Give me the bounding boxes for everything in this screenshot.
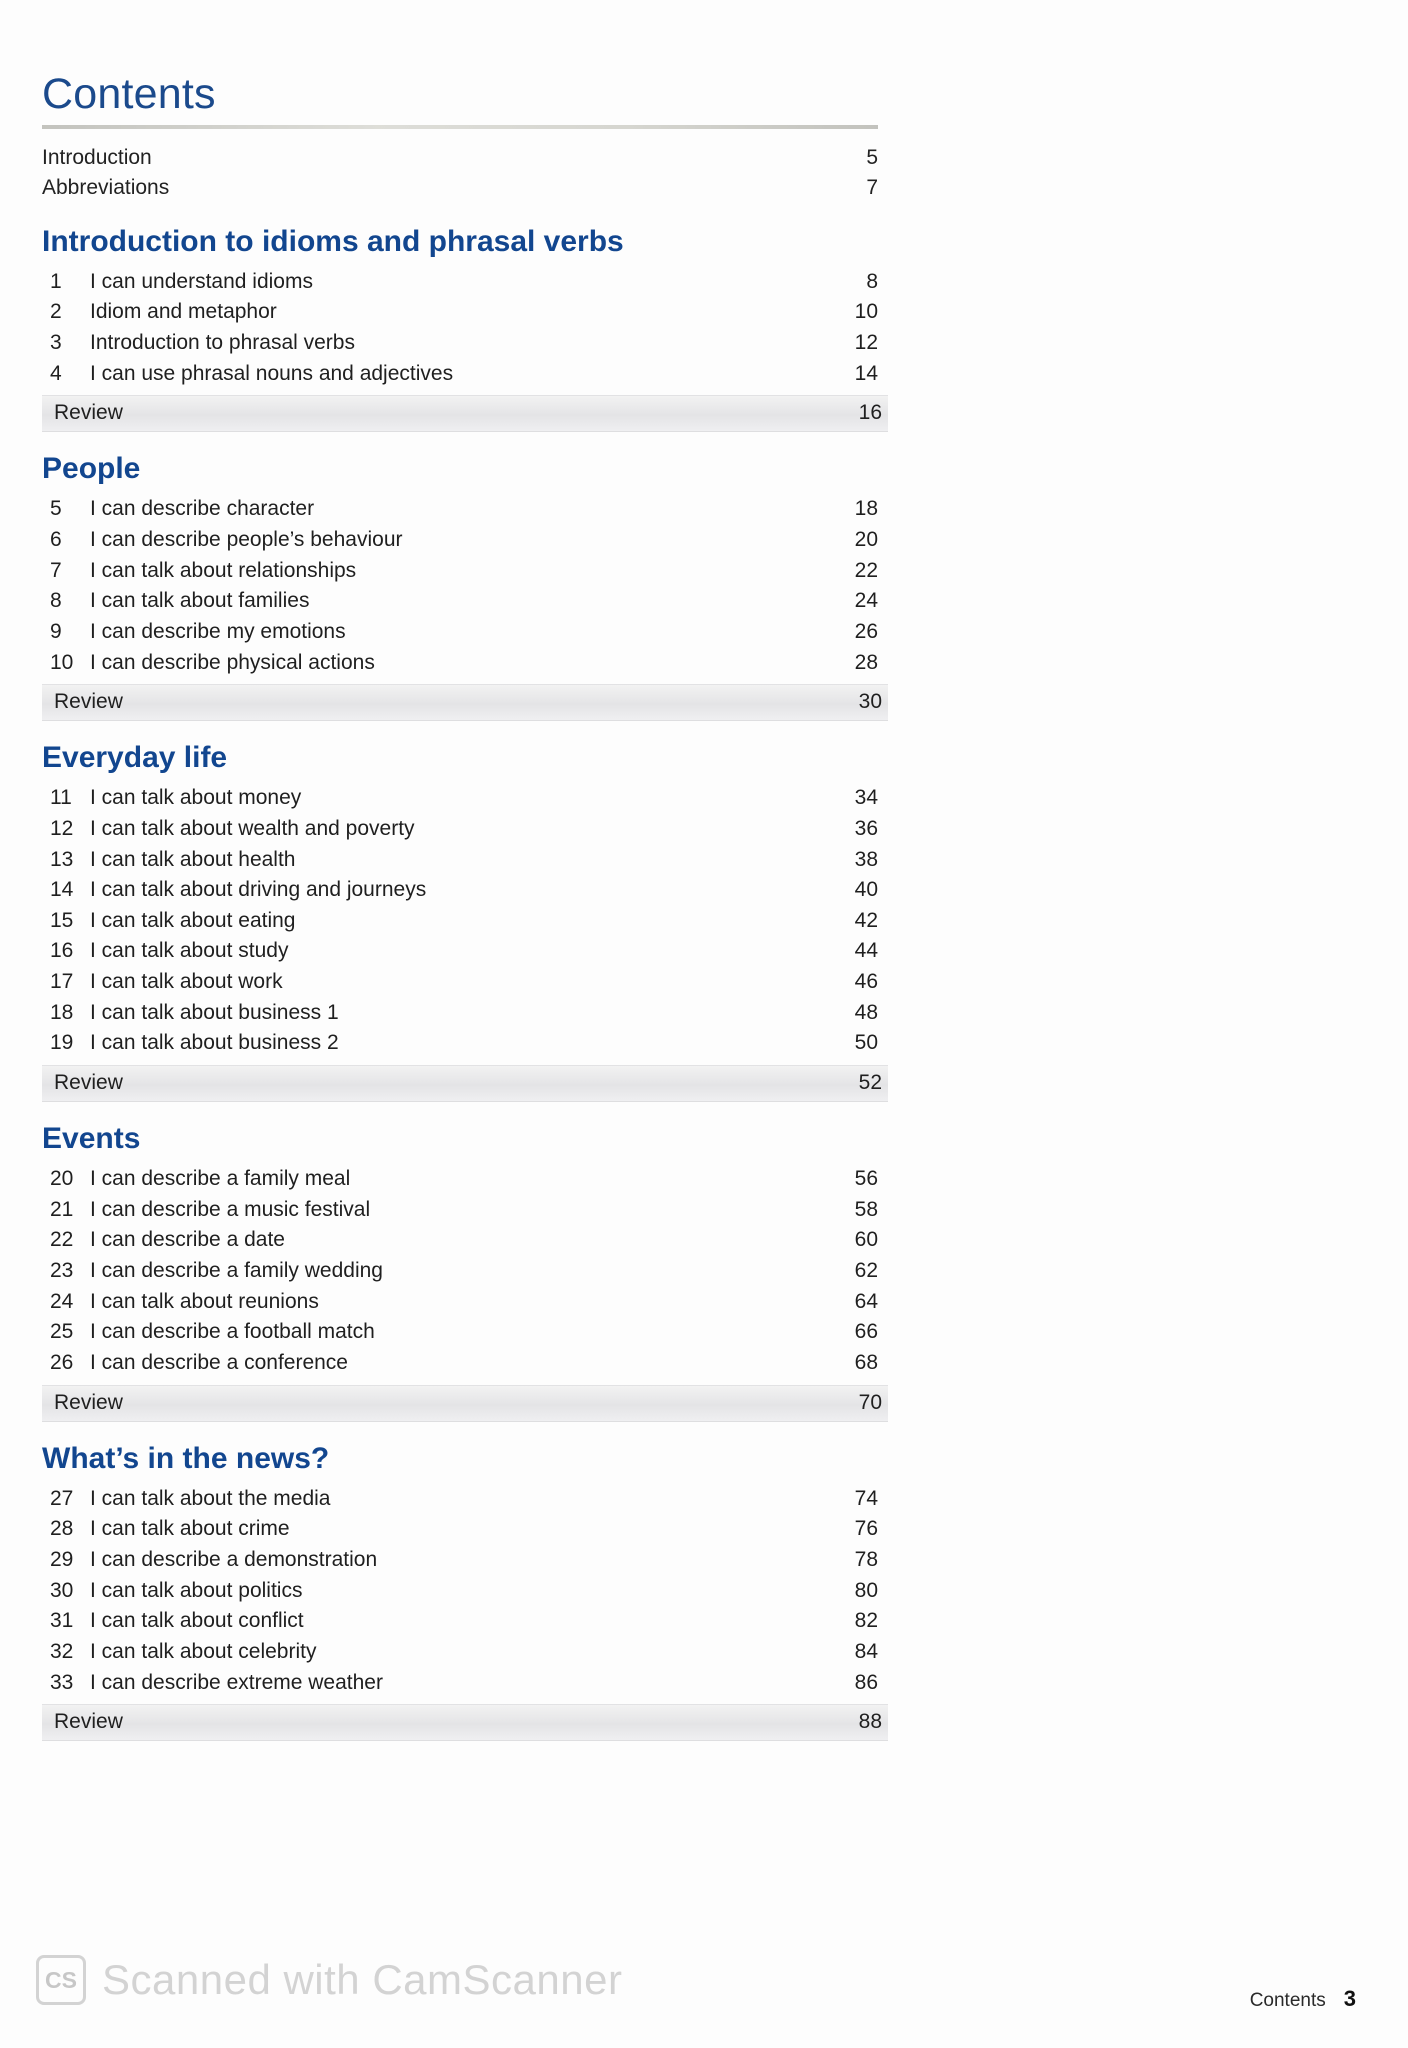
section-title: What’s in the news?: [42, 1441, 330, 1475]
unit-page: 8: [866, 269, 878, 293]
unit-number: 3: [50, 330, 62, 354]
section-people: [42, 452, 922, 721]
unit-label: I can describe a family wedding: [90, 1259, 383, 1283]
unit-number: 15: [50, 908, 74, 932]
unit-label: I can talk about reunions: [90, 1289, 319, 1313]
unit-label: I can understand idioms: [90, 269, 313, 293]
unit-number: 28: [50, 1517, 74, 1541]
unit-label: I can talk about wealth and poverty: [90, 816, 415, 840]
unit-page: 50: [854, 1031, 878, 1055]
unit-page: 22: [854, 558, 878, 582]
frontmatter-label: Introduction: [42, 146, 152, 169]
unit-page: 76: [854, 1517, 878, 1541]
unit-label: I can talk about study: [90, 939, 289, 963]
table-row[interactable]: [42, 1668, 878, 1699]
frontmatter-page: 7: [866, 175, 878, 199]
unit-label: I can talk about families: [90, 589, 310, 613]
unit-label: I can talk about celebrity: [90, 1639, 317, 1663]
unit-number: 16: [50, 939, 74, 963]
unit-number: 31: [50, 1609, 74, 1633]
unit-page: 14: [854, 361, 878, 385]
unit-label: I can talk about money: [90, 786, 302, 810]
unit-page: 74: [854, 1486, 878, 1510]
unit-number: 25: [50, 1320, 74, 1344]
review-page: 88: [858, 1710, 882, 1734]
unit-number: 17: [50, 970, 74, 994]
unit-page: 84: [854, 1639, 878, 1663]
unit-label: I can talk about work: [90, 970, 283, 994]
unit-number: 8: [50, 589, 62, 613]
table-row[interactable]: [42, 494, 878, 525]
table-row[interactable]: [42, 998, 878, 1029]
unit-label: I can describe extreme weather: [90, 1670, 383, 1694]
table-row[interactable]: [42, 1637, 878, 1668]
unit-label: I can talk about conflict: [90, 1609, 304, 1633]
table-row[interactable]: [42, 1545, 878, 1576]
unit-page: 86: [854, 1670, 878, 1694]
unit-page: 42: [854, 908, 878, 932]
unit-label: I can talk about crime: [90, 1517, 290, 1541]
section-title: Everyday life: [42, 741, 228, 775]
unit-page: 80: [854, 1578, 878, 1602]
table-row[interactable]: [42, 845, 878, 876]
review-label: Review: [54, 690, 123, 714]
review-label: Review: [54, 401, 123, 425]
unit-number: 2: [50, 300, 62, 324]
unit-number: 9: [50, 619, 62, 643]
contents-page: [42, 70, 922, 1741]
unit-number: 20: [50, 1167, 74, 1191]
table-row[interactable]: [42, 1317, 878, 1348]
unit-page: 58: [854, 1197, 878, 1221]
camscanner-label: Scanned with CamScanner: [102, 1956, 623, 2003]
table-row[interactable]: [42, 556, 878, 587]
unit-page: 78: [854, 1548, 878, 1571]
unit-number: 33: [50, 1670, 74, 1694]
unit-number: 23: [50, 1259, 74, 1283]
table-row[interactable]: [42, 1225, 878, 1256]
table-row[interactable]: [42, 267, 878, 298]
table-row[interactable]: [42, 1576, 878, 1607]
unit-page: 20: [854, 527, 878, 551]
unit-label: I can describe my emotions: [90, 619, 346, 643]
section-everyday-life: [42, 741, 922, 1102]
table-row[interactable]: [42, 875, 878, 906]
unit-label: I can describe a music festival: [90, 1197, 371, 1221]
table-row[interactable]: [42, 1484, 878, 1515]
unit-label: I can talk about politics: [90, 1578, 303, 1602]
title-divider: [42, 125, 878, 129]
unit-label: I can describe people’s behaviour: [90, 527, 403, 551]
page-title: Contents: [42, 70, 216, 118]
unit-page: 56: [854, 1167, 878, 1191]
section-title: Events: [42, 1122, 141, 1156]
unit-number: 6: [50, 527, 62, 551]
unit-label: Idiom and metaphor: [90, 300, 277, 324]
review-label: Review: [54, 1071, 123, 1095]
unit-label: I can describe physical actions: [90, 650, 375, 674]
table-row[interactable]: [42, 297, 878, 328]
table-row[interactable]: [42, 783, 878, 814]
table-row[interactable]: [42, 1028, 878, 1059]
unit-page: 64: [854, 1289, 878, 1313]
unit-page: 34: [854, 786, 878, 810]
section-whats-in-the-news: [42, 1442, 922, 1742]
review-page: 52: [858, 1071, 882, 1095]
unit-page: 66: [854, 1320, 878, 1344]
unit-label: I can describe a date: [90, 1228, 285, 1252]
unit-page: 46: [854, 970, 878, 994]
frontmatter-page: 5: [866, 146, 878, 169]
unit-page: 44: [854, 939, 878, 963]
unit-page: 28: [854, 650, 878, 674]
table-row[interactable]: [42, 648, 878, 679]
table-row[interactable]: [42, 359, 878, 390]
footer-label: Contents: [1249, 1990, 1326, 2011]
unit-number: 4: [50, 361, 62, 385]
table-row[interactable]: [42, 525, 878, 556]
review-row[interactable]: [42, 1385, 888, 1422]
unit-number: 24: [50, 1289, 74, 1313]
unit-number: 7: [50, 558, 62, 582]
unit-page: 60: [854, 1228, 878, 1252]
unit-number: 18: [50, 1000, 74, 1024]
unit-label: I can describe a demonstration: [90, 1548, 378, 1571]
unit-page: 26: [854, 619, 878, 643]
section-introduction-to-idioms-and-phrasal-verbs: [42, 225, 922, 433]
frontmatter-list: [42, 143, 878, 203]
review-label: Review: [54, 1390, 123, 1414]
unit-number: 14: [50, 878, 74, 902]
review-row[interactable]: [42, 684, 888, 721]
list-item[interactable]: [42, 173, 878, 203]
unit-label: I can talk about driving and journeys: [90, 878, 427, 902]
review-row[interactable]: [42, 1704, 888, 1741]
section-title: Introduction to idioms and phrasal verbs: [42, 224, 624, 258]
unit-number: 12: [50, 816, 74, 840]
frontmatter-label: Abbreviations: [42, 175, 170, 199]
unit-label: I can use phrasal nouns and adjectives: [90, 361, 454, 385]
table-row[interactable]: [42, 1514, 878, 1545]
unit-number: 30: [50, 1578, 74, 1602]
table-row[interactable]: [42, 1287, 878, 1318]
list-item[interactable]: [42, 143, 878, 173]
unit-number: 1: [50, 269, 62, 293]
table-row[interactable]: [42, 936, 878, 967]
unit-label: I can describe a football match: [90, 1320, 375, 1344]
unit-label: I can talk about business 2: [90, 1031, 339, 1055]
unit-label: I can describe a family meal: [90, 1167, 351, 1191]
table-row[interactable]: [42, 1348, 878, 1379]
unit-label: Introduction to phrasal verbs: [90, 330, 355, 354]
table-row[interactable]: [42, 1164, 878, 1195]
unit-number: 5: [50, 497, 62, 521]
unit-label: I can talk about relationships: [90, 558, 357, 582]
review-page: 30: [858, 690, 882, 714]
table-row[interactable]: [42, 586, 878, 617]
table-row[interactable]: [42, 1606, 878, 1637]
unit-page: 82: [854, 1609, 878, 1633]
review-label: Review: [54, 1710, 123, 1734]
unit-number: 29: [50, 1548, 74, 1571]
unit-label: I can talk about health: [90, 847, 296, 871]
unit-label: I can talk about eating: [90, 908, 296, 932]
table-row[interactable]: [42, 328, 878, 359]
unit-page: 38: [854, 847, 878, 871]
unit-label: I can describe a conference: [90, 1351, 348, 1375]
table-row[interactable]: [42, 1256, 878, 1287]
footer-page-number: 3: [1343, 1986, 1356, 2011]
unit-page: 40: [854, 878, 878, 902]
unit-page: 36: [854, 816, 878, 840]
unit-page: 24: [854, 589, 878, 613]
table-row[interactable]: [42, 814, 878, 845]
review-row[interactable]: [42, 1065, 888, 1102]
unit-page: 10: [854, 300, 878, 324]
unit-page: 62: [854, 1259, 878, 1283]
table-row[interactable]: [42, 906, 878, 937]
unit-page: 12: [854, 330, 878, 354]
table-row[interactable]: [42, 617, 878, 648]
unit-number: 27: [50, 1486, 74, 1510]
unit-page: 48: [854, 1000, 878, 1024]
unit-number: 32: [50, 1639, 74, 1663]
unit-label: I can talk about the media: [90, 1486, 331, 1510]
section-title: People: [42, 452, 141, 486]
review-row[interactable]: [42, 395, 888, 432]
section-events: [42, 1122, 922, 1422]
unit-number: 13: [50, 847, 74, 871]
page-footer: [1250, 1986, 1356, 2012]
unit-page: 68: [854, 1351, 878, 1375]
table-row[interactable]: [42, 1195, 878, 1226]
camscanner-badge-icon: CS: [36, 1955, 86, 2005]
review-page: 16: [858, 401, 882, 425]
unit-number: 26: [50, 1351, 74, 1375]
unit-number: 11: [50, 786, 72, 810]
unit-label: I can talk about business 1: [90, 1000, 339, 1024]
unit-label: I can describe character: [90, 497, 315, 521]
review-page: 70: [858, 1390, 882, 1414]
unit-number: 19: [50, 1031, 74, 1055]
unit-page: 18: [854, 497, 878, 521]
unit-number: 21: [50, 1197, 74, 1221]
camscanner-watermark: [36, 1955, 622, 2005]
table-row[interactable]: [42, 967, 878, 998]
unit-number: 22: [50, 1228, 74, 1252]
unit-number: 10: [50, 650, 74, 674]
